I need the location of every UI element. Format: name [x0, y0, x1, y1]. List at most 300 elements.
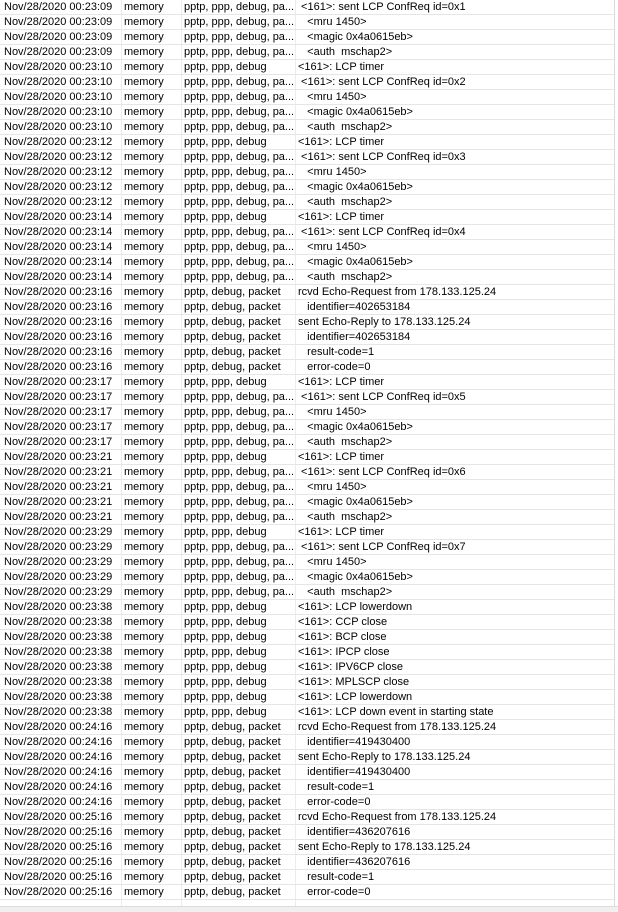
message-cell: error-code=0	[298, 886, 371, 898]
time-cell: Nov/28/2020 00:23:12	[4, 196, 113, 208]
buffer-cell: memory	[124, 751, 164, 763]
table-row[interactable]	[0, 210, 614, 225]
topics-cell: pptp, debug, packet	[184, 856, 281, 868]
time-cell: Nov/28/2020 00:23:14	[4, 256, 113, 268]
table-row[interactable]	[0, 195, 614, 210]
topics-cell: pptp, ppp, debug	[184, 691, 267, 703]
buffer-cell: memory	[124, 361, 164, 373]
message-cell: <auth mschap2>	[298, 436, 393, 448]
time-cell: Nov/28/2020 00:23:38	[4, 661, 113, 673]
buffer-cell: memory	[124, 91, 164, 103]
message-cell: <161>: sent LCP ConfReq id=0x7	[298, 541, 466, 553]
horizontal-scrollbar[interactable]	[0, 906, 618, 912]
buffer-cell: memory	[124, 211, 164, 223]
table-row[interactable]	[0, 120, 614, 135]
table-row[interactable]	[0, 690, 614, 705]
time-cell: Nov/28/2020 00:23:16	[4, 301, 113, 313]
buffer-cell: memory	[124, 796, 164, 808]
buffer-cell: memory	[124, 331, 164, 343]
table-row[interactable]	[0, 255, 614, 270]
table-row[interactable]	[0, 645, 614, 660]
buffer-cell: memory	[124, 406, 164, 418]
message-cell: <161>: LCP lowerdown	[298, 601, 413, 613]
topics-cell: pptp, ppp, debug, pa...	[184, 196, 295, 208]
table-row[interactable]	[0, 810, 614, 825]
time-cell: Nov/28/2020 00:23:09	[4, 46, 113, 58]
topics-cell: pptp, ppp, debug, pa...	[184, 391, 295, 403]
time-cell: Nov/28/2020 00:23:38	[4, 706, 113, 718]
topics-cell: pptp, debug, packet	[184, 811, 281, 823]
time-cell: Nov/28/2020 00:23:29	[4, 571, 113, 583]
table-row[interactable]	[0, 705, 614, 720]
table-row[interactable]	[0, 465, 614, 480]
message-cell: <161>: IPV6CP close	[298, 661, 403, 673]
message-cell: <mru 1450>	[298, 481, 367, 493]
topics-cell: pptp, debug, packet	[184, 361, 281, 373]
buffer-cell: memory	[124, 781, 164, 793]
message-cell: identifier=436207616	[298, 826, 411, 838]
topics-cell: pptp, ppp, debug, pa...	[184, 571, 295, 583]
message-cell: identifier=436207616	[298, 856, 411, 868]
time-cell: Nov/28/2020 00:23:12	[4, 181, 113, 193]
time-cell: Nov/28/2020 00:25:16	[4, 841, 113, 853]
table-row[interactable]	[0, 765, 614, 780]
buffer-cell: memory	[124, 286, 164, 298]
buffer-cell: memory	[124, 451, 164, 463]
topics-cell: pptp, ppp, debug, pa...	[184, 76, 295, 88]
message-cell: <161>: LCP timer	[298, 136, 385, 148]
message-cell: <magic 0x4a0615eb>	[298, 421, 413, 433]
message-cell: <161>: IPCP close	[298, 646, 390, 658]
time-cell: Nov/28/2020 00:23:29	[4, 556, 113, 568]
message-cell: <161>: sent LCP ConfReq id=0x4	[298, 226, 466, 238]
message-cell: <161>: MPLSCP close	[298, 676, 410, 688]
buffer-cell: memory	[124, 871, 164, 883]
time-cell: Nov/28/2020 00:23:29	[4, 526, 113, 538]
buffer-cell: memory	[124, 226, 164, 238]
time-cell: Nov/28/2020 00:25:16	[4, 826, 113, 838]
buffer-cell: memory	[124, 541, 164, 553]
table-row[interactable]	[0, 180, 614, 195]
topics-cell: pptp, ppp, debug, pa...	[184, 586, 295, 598]
topics-cell: pptp, debug, packet	[184, 841, 281, 853]
time-cell: Nov/28/2020 00:23:38	[4, 601, 113, 613]
time-cell: Nov/28/2020 00:23:10	[4, 106, 113, 118]
time-cell: Nov/28/2020 00:23:14	[4, 241, 113, 253]
message-cell: <161>: LCP lowerdown	[298, 691, 413, 703]
table-row[interactable]	[0, 885, 614, 900]
table-row[interactable]	[0, 60, 614, 75]
buffer-cell: memory	[124, 691, 164, 703]
message-cell: <161>: LCP timer	[298, 376, 385, 388]
table-row[interactable]	[0, 30, 614, 45]
time-cell: Nov/28/2020 00:23:10	[4, 61, 113, 73]
buffer-cell: memory	[124, 121, 164, 133]
buffer-cell: memory	[124, 181, 164, 193]
topics-cell: pptp, ppp, debug, pa...	[184, 256, 295, 268]
buffer-cell: memory	[124, 166, 164, 178]
message-cell: identifier=419430400	[298, 736, 411, 748]
time-cell: Nov/28/2020 00:23:14	[4, 271, 113, 283]
table-row[interactable]	[0, 90, 614, 105]
table-row[interactable]	[0, 225, 614, 240]
topics-cell: pptp, ppp, debug	[184, 601, 267, 613]
topics-cell: pptp, ppp, debug	[184, 616, 267, 628]
buffer-cell: memory	[124, 16, 164, 28]
time-cell: Nov/28/2020 00:23:17	[4, 436, 113, 448]
message-cell: result-code=1	[298, 871, 375, 883]
table-row[interactable]	[0, 480, 614, 495]
buffer-cell: memory	[124, 1, 164, 13]
topics-cell: pptp, ppp, debug, pa...	[184, 46, 295, 58]
time-cell: Nov/28/2020 00:23:38	[4, 646, 113, 658]
table-row[interactable]	[0, 615, 614, 630]
topics-cell: pptp, ppp, debug	[184, 661, 267, 673]
time-cell: Nov/28/2020 00:23:14	[4, 211, 113, 223]
message-cell: <161>: CCP close	[298, 616, 388, 628]
table-row[interactable]	[0, 570, 614, 585]
buffer-cell: memory	[124, 661, 164, 673]
buffer-cell: memory	[124, 61, 164, 73]
topics-cell: pptp, debug, packet	[184, 781, 281, 793]
topics-cell: pptp, ppp, debug	[184, 376, 267, 388]
time-cell: Nov/28/2020 00:23:16	[4, 346, 113, 358]
topics-cell: pptp, ppp, debug, pa...	[184, 481, 295, 493]
message-cell: <161>: sent LCP ConfReq id=0x5	[298, 391, 466, 403]
table-row[interactable]	[0, 660, 614, 675]
time-cell: Nov/28/2020 00:23:09	[4, 16, 113, 28]
time-cell: Nov/28/2020 00:23:09	[4, 31, 113, 43]
buffer-cell: memory	[124, 511, 164, 523]
message-cell: <auth mschap2>	[298, 271, 393, 283]
buffer-cell: memory	[124, 391, 164, 403]
buffer-cell: memory	[124, 241, 164, 253]
topics-cell: pptp, debug, packet	[184, 301, 281, 313]
topics-cell: pptp, ppp, debug	[184, 676, 267, 688]
table-row[interactable]	[0, 435, 614, 450]
topics-cell: pptp, debug, packet	[184, 286, 281, 298]
time-cell: Nov/28/2020 00:23:17	[4, 391, 113, 403]
buffer-cell: memory	[124, 271, 164, 283]
topics-cell: pptp, ppp, debug, pa...	[184, 241, 295, 253]
buffer-cell: memory	[124, 721, 164, 733]
time-cell: Nov/28/2020 00:24:16	[4, 736, 113, 748]
buffer-cell: memory	[124, 571, 164, 583]
topics-cell: pptp, ppp, debug, pa...	[184, 106, 295, 118]
message-cell: rcvd Echo-Request from 178.133.125.24	[298, 286, 497, 298]
table-row[interactable]	[0, 855, 614, 870]
time-cell: Nov/28/2020 00:24:16	[4, 751, 113, 763]
message-cell: <magic 0x4a0615eb>	[298, 181, 413, 193]
topics-cell: pptp, ppp, debug	[184, 211, 267, 223]
time-cell: Nov/28/2020 00:23:12	[4, 136, 113, 148]
topics-cell: pptp, debug, packet	[184, 766, 281, 778]
time-cell: Nov/28/2020 00:23:21	[4, 496, 113, 508]
buffer-cell: memory	[124, 301, 164, 313]
buffer-cell: memory	[124, 436, 164, 448]
time-cell: Nov/28/2020 00:24:16	[4, 796, 113, 808]
table-row[interactable]	[0, 675, 614, 690]
buffer-cell: memory	[124, 856, 164, 868]
table-row[interactable]	[0, 630, 614, 645]
message-cell: <161>: sent LCP ConfReq id=0x1	[298, 1, 466, 13]
message-cell: <magic 0x4a0615eb>	[298, 106, 413, 118]
table-row[interactable]	[0, 555, 614, 570]
message-cell: <161>: LCP timer	[298, 451, 385, 463]
message-cell: <auth mschap2>	[298, 121, 393, 133]
message-cell: <161>: LCP down event in starting state	[298, 706, 494, 718]
time-cell: Nov/28/2020 00:23:16	[4, 331, 113, 343]
table-row[interactable]	[0, 495, 614, 510]
topics-cell: pptp, ppp, debug, pa...	[184, 271, 295, 283]
time-cell: Nov/28/2020 00:25:16	[4, 811, 113, 823]
message-cell: sent Echo-Reply to 178.133.125.24	[298, 751, 471, 763]
table-row[interactable]	[0, 735, 614, 750]
topics-cell: pptp, ppp, debug, pa...	[184, 466, 295, 478]
message-cell: <auth mschap2>	[298, 196, 393, 208]
topics-cell: pptp, ppp, debug	[184, 61, 267, 73]
topics-cell: pptp, ppp, debug, pa...	[184, 31, 295, 43]
buffer-cell: memory	[124, 841, 164, 853]
message-cell: <mru 1450>	[298, 406, 367, 418]
table-row[interactable]	[0, 405, 614, 420]
buffer-cell: memory	[124, 556, 164, 568]
buffer-cell: memory	[124, 631, 164, 643]
buffer-cell: memory	[124, 601, 164, 613]
topics-cell: pptp, ppp, debug, pa...	[184, 16, 295, 28]
table-row[interactable]	[0, 840, 614, 855]
time-cell: Nov/28/2020 00:23:21	[4, 511, 113, 523]
table-row[interactable]	[0, 510, 614, 525]
table-row[interactable]	[0, 270, 614, 285]
message-cell: <mru 1450>	[298, 166, 367, 178]
table-row[interactable]	[0, 540, 614, 555]
message-cell: <magic 0x4a0615eb>	[298, 31, 413, 43]
buffer-cell: memory	[124, 646, 164, 658]
topics-cell: pptp, ppp, debug	[184, 451, 267, 463]
time-cell: Nov/28/2020 00:23:38	[4, 616, 113, 628]
buffer-cell: memory	[124, 766, 164, 778]
buffer-cell: memory	[124, 481, 164, 493]
buffer-cell: memory	[124, 256, 164, 268]
buffer-cell: memory	[124, 886, 164, 898]
message-cell: <mru 1450>	[298, 16, 367, 28]
message-cell: <161>: BCP close	[298, 631, 387, 643]
buffer-cell: memory	[124, 496, 164, 508]
topics-cell: pptp, ppp, debug, pa...	[184, 1, 295, 13]
table-row[interactable]	[0, 135, 614, 150]
message-cell: <161>: sent LCP ConfReq id=0x6	[298, 466, 466, 478]
topics-cell: pptp, ppp, debug, pa...	[184, 436, 295, 448]
topics-cell: pptp, ppp, debug	[184, 646, 267, 658]
time-cell: Nov/28/2020 00:23:29	[4, 586, 113, 598]
buffer-cell: memory	[124, 316, 164, 328]
time-cell: Nov/28/2020 00:24:16	[4, 721, 113, 733]
message-cell: identifier=402653184	[298, 301, 411, 313]
table-row[interactable]	[0, 600, 614, 615]
message-cell: sent Echo-Reply to 178.133.125.24	[298, 841, 471, 853]
table-row[interactable]	[0, 345, 614, 360]
topics-cell: pptp, ppp, debug, pa...	[184, 556, 295, 568]
topics-cell: pptp, ppp, debug, pa...	[184, 511, 295, 523]
message-cell: <auth mschap2>	[298, 46, 393, 58]
topics-cell: pptp, ppp, debug, pa...	[184, 181, 295, 193]
topics-cell: pptp, debug, packet	[184, 316, 281, 328]
message-cell: <mru 1450>	[298, 241, 367, 253]
message-cell: <magic 0x4a0615eb>	[298, 496, 413, 508]
topics-cell: pptp, ppp, debug	[184, 136, 267, 148]
message-cell: result-code=1	[298, 781, 375, 793]
time-cell: Nov/28/2020 00:23:16	[4, 316, 113, 328]
table-row[interactable]	[0, 870, 614, 885]
topics-cell: pptp, ppp, debug, pa...	[184, 226, 295, 238]
table-row[interactable]	[0, 795, 614, 810]
message-cell: <auth mschap2>	[298, 586, 393, 598]
message-cell: <161>: sent LCP ConfReq id=0x2	[298, 76, 466, 88]
table-row[interactable]	[0, 300, 614, 315]
topics-cell: pptp, debug, packet	[184, 796, 281, 808]
buffer-cell: memory	[124, 136, 164, 148]
time-cell: Nov/28/2020 00:23:17	[4, 421, 113, 433]
message-cell: <161>: sent LCP ConfReq id=0x3	[298, 151, 466, 163]
message-cell: <magic 0x4a0615eb>	[298, 256, 413, 268]
table-row[interactable]	[0, 825, 614, 840]
message-cell: sent Echo-Reply to 178.133.125.24	[298, 316, 471, 328]
time-cell: Nov/28/2020 00:23:12	[4, 151, 113, 163]
buffer-cell: memory	[124, 31, 164, 43]
time-cell: Nov/28/2020 00:23:38	[4, 631, 113, 643]
message-cell: identifier=402653184	[298, 331, 411, 343]
message-cell: error-code=0	[298, 796, 371, 808]
topics-cell: pptp, debug, packet	[184, 826, 281, 838]
topics-cell: pptp, ppp, debug, pa...	[184, 541, 295, 553]
topics-cell: pptp, ppp, debug, pa...	[184, 496, 295, 508]
topics-cell: pptp, ppp, debug, pa...	[184, 151, 295, 163]
buffer-cell: memory	[124, 466, 164, 478]
topics-cell: pptp, debug, packet	[184, 751, 281, 763]
buffer-cell: memory	[124, 421, 164, 433]
table-row[interactable]	[0, 285, 614, 300]
topics-cell: pptp, ppp, debug	[184, 706, 267, 718]
table-row[interactable]	[0, 0, 614, 15]
message-cell: <161>: LCP timer	[298, 211, 385, 223]
time-cell: Nov/28/2020 00:23:09	[4, 1, 113, 13]
buffer-cell: memory	[124, 46, 164, 58]
buffer-cell: memory	[124, 346, 164, 358]
message-cell: rcvd Echo-Request from 178.133.125.24	[298, 721, 497, 733]
topics-cell: pptp, ppp, debug	[184, 526, 267, 538]
time-cell: Nov/28/2020 00:25:16	[4, 886, 113, 898]
table-row[interactable]	[0, 45, 614, 60]
topics-cell: pptp, debug, packet	[184, 886, 281, 898]
time-cell: Nov/28/2020 00:24:16	[4, 781, 113, 793]
message-cell: error-code=0	[298, 361, 371, 373]
table-row[interactable]	[0, 360, 614, 375]
time-cell: Nov/28/2020 00:23:21	[4, 481, 113, 493]
time-cell: Nov/28/2020 00:23:17	[4, 406, 113, 418]
table-row[interactable]	[0, 240, 614, 255]
table-row[interactable]	[0, 585, 614, 600]
buffer-cell: memory	[124, 616, 164, 628]
topics-cell: pptp, ppp, debug, pa...	[184, 166, 295, 178]
time-cell: Nov/28/2020 00:23:10	[4, 91, 113, 103]
time-cell: Nov/28/2020 00:23:38	[4, 691, 113, 703]
table-row[interactable]	[0, 105, 614, 120]
time-cell: Nov/28/2020 00:23:14	[4, 226, 113, 238]
time-cell: Nov/28/2020 00:23:21	[4, 451, 113, 463]
time-cell: Nov/28/2020 00:23:16	[4, 286, 113, 298]
table-row[interactable]	[0, 315, 614, 330]
time-cell: Nov/28/2020 00:23:29	[4, 541, 113, 553]
message-cell: <mru 1450>	[298, 91, 367, 103]
time-cell: Nov/28/2020 00:24:16	[4, 766, 113, 778]
time-cell: Nov/28/2020 00:23:17	[4, 376, 113, 388]
buffer-cell: memory	[124, 736, 164, 748]
topics-cell: pptp, debug, packet	[184, 871, 281, 883]
table-row[interactable]	[0, 750, 614, 765]
table-row[interactable]	[0, 420, 614, 435]
buffer-cell: memory	[124, 811, 164, 823]
message-cell: rcvd Echo-Request from 178.133.125.24	[298, 811, 497, 823]
topics-cell: pptp, ppp, debug, pa...	[184, 421, 295, 433]
buffer-cell: memory	[124, 376, 164, 388]
message-cell: <auth mschap2>	[298, 511, 393, 523]
topics-cell: pptp, debug, packet	[184, 331, 281, 343]
message-cell: <magic 0x4a0615eb>	[298, 571, 413, 583]
message-cell: identifier=419430400	[298, 766, 411, 778]
table-row[interactable]	[0, 150, 614, 165]
table-row[interactable]	[0, 165, 614, 180]
buffer-cell: memory	[124, 586, 164, 598]
table-row[interactable]	[0, 375, 614, 390]
buffer-cell: memory	[124, 526, 164, 538]
time-cell: Nov/28/2020 00:23:21	[4, 466, 113, 478]
buffer-cell: memory	[124, 151, 164, 163]
table-row[interactable]	[0, 450, 614, 465]
time-cell: Nov/28/2020 00:23:10	[4, 76, 113, 88]
time-cell: Nov/28/2020 00:25:16	[4, 871, 113, 883]
table-row[interactable]	[0, 525, 614, 540]
topics-cell: pptp, ppp, debug, pa...	[184, 406, 295, 418]
buffer-cell: memory	[124, 706, 164, 718]
buffer-cell: memory	[124, 196, 164, 208]
table-row[interactable]	[0, 330, 614, 345]
message-cell: <161>: LCP timer	[298, 526, 385, 538]
time-cell: Nov/28/2020 00:23:12	[4, 166, 113, 178]
table-row[interactable]	[0, 720, 614, 735]
time-cell: Nov/28/2020 00:23:16	[4, 361, 113, 373]
table-row[interactable]	[0, 75, 614, 90]
topics-cell: pptp, ppp, debug	[184, 631, 267, 643]
topics-cell: pptp, debug, packet	[184, 721, 281, 733]
message-cell: <mru 1450>	[298, 556, 367, 568]
buffer-cell: memory	[124, 676, 164, 688]
time-cell: Nov/28/2020 00:23:38	[4, 676, 113, 688]
buffer-cell: memory	[124, 106, 164, 118]
time-cell: Nov/28/2020 00:23:10	[4, 121, 113, 133]
message-cell: <161>: LCP timer	[298, 61, 385, 73]
buffer-cell: memory	[124, 76, 164, 88]
topics-cell: pptp, debug, packet	[184, 736, 281, 748]
topics-cell: pptp, ppp, debug, pa...	[184, 121, 295, 133]
table-row[interactable]	[0, 15, 614, 30]
table-row[interactable]	[0, 390, 614, 405]
buffer-cell: memory	[124, 826, 164, 838]
time-cell: Nov/28/2020 00:25:16	[4, 856, 113, 868]
topics-cell: pptp, debug, packet	[184, 346, 281, 358]
table-row[interactable]	[0, 780, 614, 795]
message-cell: result-code=1	[298, 346, 375, 358]
